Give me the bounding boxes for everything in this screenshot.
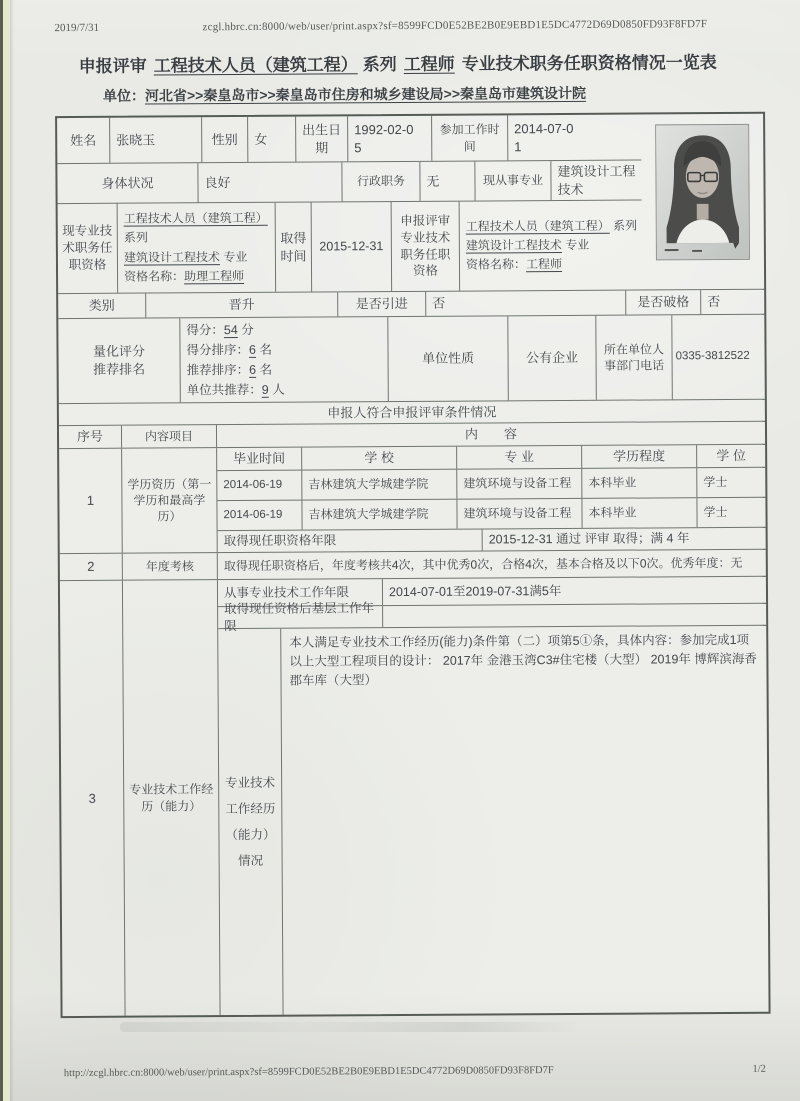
- unit-label: 单位：: [102, 87, 145, 104]
- title-prefix: 申报评审: [78, 56, 147, 76]
- grassroots-label: 取得现任资格后基层工作年限: [218, 606, 383, 628]
- experience-detail-row: [218, 626, 768, 1015]
- edu-col-school: 学 校: [302, 447, 457, 470]
- row-qualifications: [58, 201, 643, 294]
- row-score: [58, 315, 765, 404]
- unit-type-value: 公有企业: [508, 316, 597, 401]
- photo-cell: [641, 114, 764, 290]
- detail-label: 专业技术工作经历（能力）情况: [218, 629, 283, 1015]
- exception-value: 否: [707, 294, 721, 310]
- import-label: 是否引进: [338, 292, 426, 317]
- page-number: 1/2: [752, 1063, 766, 1075]
- grassroots-value: [383, 604, 766, 627]
- page-title: [0, 48, 798, 78]
- birth-label: 出生日期: [296, 116, 348, 161]
- assessment-item: 年度考核: [123, 553, 218, 580]
- edu-col-major: 专 业: [457, 446, 582, 469]
- work-start-label: 参加工作时间: [432, 115, 508, 160]
- experience-item: 专业技术工作经历（能力）: [123, 580, 221, 1016]
- conditions-header: 申报人符合申报评审条件情况: [327, 404, 497, 421]
- category-value: 晋升: [146, 292, 338, 317]
- col-seq: 序号: [59, 426, 122, 448]
- assessment-content: 取得现任职资格后，年度考核共4次，其中优秀0次，合格4次，基本合格及以下0次。优秀年度：无: [223, 555, 743, 573]
- print-header: [0, 0, 798, 34]
- health-label: 身体状况: [57, 163, 198, 203]
- profession-label: 现从事专业: [475, 161, 551, 200]
- id-photo: [655, 124, 750, 261]
- tenure-value: 2015-12-31 通过 评审 取得；满 4 年: [488, 531, 690, 547]
- education-row: 2014-06-19 吉林建筑大学城建学院 建筑环境与设备工程 本科毕业 学士: [217, 468, 765, 501]
- education-tenure-row: [218, 528, 766, 552]
- row-basic-2: [57, 161, 641, 205]
- apply-title-text: 工程技术人员（建筑工程） 系列 建筑设计工程技术 专业 资格名称：工程师: [465, 218, 638, 272]
- education-seq: 1: [59, 449, 123, 553]
- admin-label: 行政职务: [342, 162, 420, 201]
- score-lines: 得分：54 分 得分排序：6 名 推荐排序：6 名 单位共推荐：9 人: [180, 317, 389, 402]
- unit-path: 河北省>>秦皇岛市>>秦皇岛市住房和城乡建设局>>秦皇岛市建筑设计院: [144, 84, 587, 104]
- print-date: 2019/7/31: [54, 21, 100, 35]
- section-education: [59, 445, 766, 554]
- education-header-row: [217, 445, 765, 471]
- unit-type-label: 单位性质: [388, 316, 509, 401]
- current-title-label: 现专业技术职务任职资格: [58, 204, 119, 293]
- row-basic-1: [57, 115, 641, 165]
- print-footer: [64, 1064, 766, 1079]
- profession-value: 建筑设计工程技术: [557, 163, 636, 197]
- gender-value: 女: [248, 117, 296, 162]
- experience-seq: 3: [60, 581, 126, 1016]
- top-band: [57, 114, 764, 294]
- tenure-label: 取得现任职资格年限: [218, 529, 483, 552]
- col-item: 内容项目: [122, 425, 217, 448]
- obtain-time-value: 2015-12-31: [312, 202, 393, 291]
- exception-label: 是否破格: [626, 290, 701, 314]
- years-label: 从事专业技术工作年限: [218, 579, 383, 606]
- years-value: 2014-07-01至2019-07-31满5年: [388, 583, 562, 599]
- detail-content: 本人满足专业技术工作经历(能力)条件第（二）项第5①条，具体内容：参加完成1项以上大型工程项目的设计： 2017年 金港玉湾C3#住宅楼（大型） 2019年 博辉滨海香郡车库（大型）: [289, 632, 757, 688]
- edu-col-date: 毕业时间: [217, 448, 302, 471]
- education-row: 2014-06-19 吉林建筑大学城建学院 建筑环境与设备工程 本科毕业 学士: [217, 498, 765, 531]
- applicant-table: [55, 112, 770, 1018]
- name-label: 姓名: [57, 118, 110, 163]
- print-header-url: zcgl.hbrc.cn:8000/web/user/print.aspx?sf=8599FCD0E52BE2B0E9EBD1E5DC4772D69D0850FD93F8FD7F: [202, 18, 708, 34]
- current-title-text: 工程技术人员（建筑工程） 系列 建筑设计工程技术 专业 资格名称：助理工程师: [118, 203, 277, 293]
- edu-col-degree-level: 学历程度: [582, 445, 697, 468]
- education-item: 学历资历（第一学历和最高学历）: [122, 448, 218, 553]
- category-label: 类别: [58, 294, 146, 319]
- col-content: 内 容: [464, 426, 518, 442]
- print-footer-url: http://zcgl.hbrc.cn:8000/web/user/print.aspx?sf=8599FCD0E52BE2B0E9EBD1E5DC4772D69D0850FD93F8FD7F: [63, 1065, 554, 1080]
- unit-line: [103, 82, 798, 106]
- assessment-seq: 2: [60, 554, 123, 580]
- admin-value: 无: [420, 162, 475, 201]
- hr-phone-value: 0335-3812522: [675, 350, 750, 363]
- birth-value: 1992-02-05: [348, 116, 432, 162]
- title-suffix: 专业技术职务任职资格情况一览表: [461, 53, 717, 74]
- obtain-time-label: 取得时间: [276, 203, 313, 292]
- section-experience: [60, 577, 769, 1016]
- gender-label: 性别: [202, 117, 248, 162]
- title-series: 工程技术人员（建筑工程）: [153, 55, 358, 76]
- name-value: 张晓玉: [110, 117, 202, 163]
- score-block-label: 量化评分推荐排名: [58, 318, 181, 403]
- import-value: 否: [426, 291, 626, 316]
- section-assessment: [60, 550, 766, 581]
- title-rank: 工程师: [403, 54, 455, 74]
- title-series-suffix: 系列: [362, 55, 397, 75]
- edu-col-degree: 学 位: [716, 448, 747, 464]
- work-start-value: 2014-07-01: [514, 120, 574, 154]
- health-value: 良好: [198, 162, 342, 202]
- hr-phone-label: 所在单位人事部门电话: [596, 315, 673, 399]
- apply-title-label: 申报评审专业技术职务任职资格: [392, 202, 461, 291]
